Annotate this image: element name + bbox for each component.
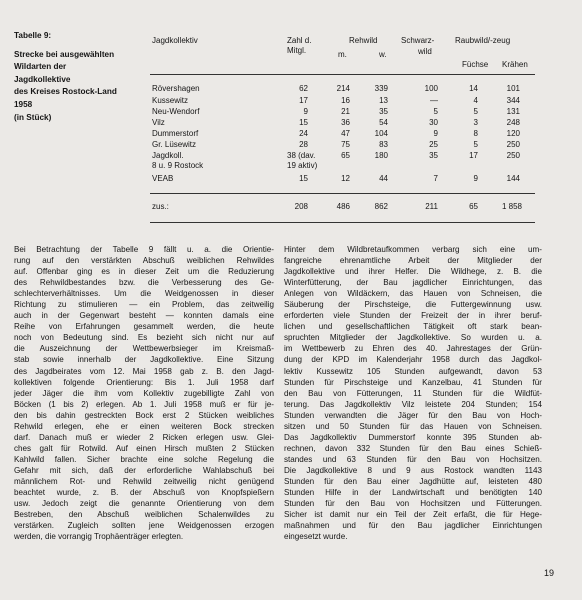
text-line: im Wettbewerb zu Ehren des 40. Jahrestages der Grün- (284, 344, 542, 354)
text-line: Böcken (1 bis 2) erlegen. Ab 1. Juli 1958 muß er für je- (14, 399, 274, 409)
row-mitgl: 9 (303, 107, 308, 116)
row-fuechse: 3 (473, 118, 478, 127)
text-line: Anlegen von Wildäckern, das Hauen von Schneisen, die (284, 289, 542, 299)
row-kraehen: 101 (506, 84, 520, 93)
row-w: 44 (379, 174, 388, 183)
text-line: Stunden für Pirschsteige und Kanzelbau, 41 Stunden für (284, 377, 542, 387)
text-line: werden, die vorrangig Trophäenträger erlegten. (14, 532, 184, 542)
page-number: 19 (544, 568, 555, 578)
text-line: ches galt für Rotwild. Auf einen Hirsch mußten 2 Stücken (14, 443, 274, 453)
text-line: Hinter dem Wildbretaufkommen verbarg sich eine um- (284, 245, 542, 254)
row-schwarz: 100 (424, 84, 438, 93)
row-mitgl-cont: 19 aktiv) (287, 161, 318, 170)
total-schwarz: 211 (425, 202, 438, 211)
text-line: Stunden Hilfe in der Landwirtschaft und benötigten 140 (284, 488, 542, 498)
text-line: spruchten Mitglieder der Jagdkollektive. So wurden u. a. (284, 333, 542, 343)
total-fuechse: 65 (469, 202, 478, 211)
row-w: 180 (374, 151, 388, 160)
text-line: jeder Jäger die ihm vom Kollektiv zugebilligte Zahl von (14, 388, 274, 398)
row-kraehen: 248 (506, 118, 520, 127)
text-line: maßnahmen und für den Bau jagdlicher Einrichtungen (284, 521, 542, 531)
data-table (0, 0, 582, 230)
row-kraehen: 250 (506, 151, 520, 160)
text-line: Stunden für den Bau von Hochsitzen und Fütterungen. (284, 499, 542, 509)
text-line: Reihe von Erfahrungen gesammelt werden, die heute (14, 322, 274, 332)
text-line: Säuberung der Pirschsteige, die Futtergewinnung usw. (284, 300, 542, 310)
text-line: auch in der Gegenwart besteht — konnten damals eine (14, 311, 274, 321)
row-mitgl: 62 (299, 84, 308, 93)
row-mitgl: 38 (dav. (287, 151, 316, 160)
header-kollektiv: Jagdkollektiv (152, 36, 198, 45)
left-text-column (14, 244, 274, 542)
total-mitgl: 208 (294, 202, 308, 211)
total-label: zus.: (152, 202, 169, 211)
table-rule (150, 222, 535, 223)
row-kraehen: 344 (506, 96, 520, 105)
total-w: 862 (374, 202, 388, 211)
header-mitgl: Mitgl. (287, 46, 307, 55)
text-line: erforderten viele Stunden der Freizeit der in ihrer beruf- (284, 311, 542, 321)
row-mitgl: 17 (299, 96, 308, 105)
row-w: 104 (374, 129, 388, 138)
row-mitgl: 24 (299, 129, 308, 138)
total-kraehen: 1 858 (501, 202, 522, 211)
text-line: Gefahr mit sich, daß der erforderliche Wahlabschuß bei (14, 465, 274, 475)
text-line: usw. Jedoch zeigt die genannte Orientierung von dem (14, 499, 274, 509)
row-name: Dummerstorf (152, 129, 199, 138)
row-w: 339 (374, 84, 388, 93)
text-line: beachtet wurde, z. B. der Abschuß von Knopfspießern (14, 488, 274, 498)
row-fuechse: 4 (473, 96, 478, 105)
text-line: dung der KPD im Kalenderjahr 1958 durch das Jagdkol- (284, 355, 542, 365)
text-line: noch von Bedeutung sind. Es bezieht sich nicht nur auf (14, 333, 274, 343)
caption-line: (in Stück) (14, 112, 52, 122)
row-m: 36 (341, 118, 350, 127)
row-m: 75 (341, 140, 350, 149)
row-m: 16 (341, 96, 350, 105)
text-line: rung auf den verstärkten Abschuß weiblichen Rehwildes (14, 256, 274, 266)
text-line: schlechterverhältnisses. Um die Weidgenossen in dieser (14, 289, 274, 299)
row-fuechse: 8 (473, 129, 478, 138)
header-schwarzwild: Schwarz- (401, 36, 435, 45)
text-line: Kahlwild fallen. Sicher brachte eine solche Regelung die (14, 454, 274, 464)
row-m: 21 (341, 107, 350, 116)
text-line: darf. Danach muß er wieder 2 Ricken erlegen usw. Glei- (14, 432, 274, 442)
row-fuechse: 5 (473, 107, 478, 116)
header-rehwild: Rehwild (349, 36, 378, 45)
row-schwarz: 35 (429, 151, 438, 160)
header-zahl: Zahl d. (287, 36, 312, 45)
text-line: lichen und gesellschaftlichen Tätigkeit oft stark bean- (284, 322, 542, 332)
text-line: Richtung zu stimulieren — ein Problem, das zeitweilig (14, 300, 274, 310)
text-line: Winterfütterung, der Bau jagdlicher Einrichtungen, das (284, 278, 542, 288)
text-line: rechnen, davon 332 Stunden für den Bau eines Schieß- (284, 443, 542, 453)
row-name: VEAB (152, 174, 174, 183)
row-fuechse: 5 (473, 140, 478, 149)
header-wild: wild (418, 47, 432, 56)
text-line: des Jagdbeirates vom 12. Mai 1958 gab z. B. den Jagd- (14, 366, 274, 376)
row-w: 54 (379, 118, 388, 127)
text-line: den Bau von Fütterungen, 11 Stunden für die Wildfüt- (284, 388, 542, 398)
caption-title: Tabelle 9: (14, 31, 52, 40)
total-m: 486 (336, 202, 350, 211)
text-line: stab sowie innerhalb der Jagdkollektive. Eine Sitzung (14, 355, 274, 365)
table-rule (150, 193, 535, 194)
row-schwarz: 25 (429, 140, 438, 149)
row-w: 83 (379, 140, 388, 149)
text-line: kollektiven folgende Orientierung: Bis 1. Juli 1958 darf (14, 377, 274, 387)
text-line: die Auszeichnung der Wettbewerbsieger im Kreismaß- (14, 344, 274, 354)
row-kraehen: 250 (506, 140, 520, 149)
row-m: 214 (336, 84, 350, 93)
row-m: 65 (341, 151, 350, 160)
header-kraehen: Krähen (502, 60, 528, 69)
text-line: Das Jagdkollektiv Dummerstorf konnte 395 Stunden ab- (284, 432, 542, 442)
row-mitgl: 15 (299, 118, 308, 127)
text-line: Stunden für den Bau einer Jagdhütte auf, leisteten 480 (284, 476, 542, 486)
row-schwarz: 7 (433, 174, 438, 183)
row-kraehen: 131 (506, 107, 520, 116)
row-name: Kussewitz (152, 96, 189, 105)
caption-line: Strecke bei ausgewählten (14, 49, 115, 59)
row-name: Vilz (152, 118, 165, 127)
row-name: Neu-Wendorf (152, 107, 200, 116)
text-line: den bis dahin gestreckten Bock erst 2 Stücken weibliches (14, 410, 274, 420)
header-m: m. (338, 50, 347, 59)
text-line: verstärken. Zugleich sollten jene Weidgenossen erzogen (14, 521, 274, 531)
text-line: Stunden verwandten die Jäger für den Bau von Hoch- (284, 410, 542, 420)
row-fuechse: 17 (469, 151, 478, 160)
row-fuechse: 9 (473, 174, 478, 183)
row-w: 35 (379, 107, 388, 116)
caption-line: des Kreises Rostock-Land 1958 (14, 87, 117, 109)
text-line: Die Jagdkollektive 8 und 9 aus Rostock wandten 1143 (284, 465, 542, 475)
text-line: terung. Das Jagdkollektiv Vilz leistete 204 Stunden; 154 (284, 399, 542, 409)
header-fuechse: Füchse (462, 60, 489, 69)
header-w: w. (379, 50, 387, 59)
header-raubwild: Raubwild/-zeug (455, 36, 511, 45)
text-line: Bei Betrachtung der Tabelle 9 fällt u. a. die Orientie- (14, 245, 274, 254)
text-line: des Rehwildbestandes bzw. die Verbesserung des Ge- (14, 278, 274, 288)
text-line: lektiv Kussewitz 105 Stunden aufgewandt, davon 53 (284, 366, 542, 376)
text-line: Rehwild erlegen, ehe er einen weiteren Bock strecken (14, 421, 274, 431)
row-fuechse: 14 (469, 84, 478, 93)
row-schwarz: 30 (429, 118, 438, 127)
text-line: standes und 63 Stunden für den Bau von Hochsitzen. (284, 454, 542, 464)
row-m: 12 (341, 174, 350, 183)
row-schwarz: 9 (433, 129, 438, 138)
right-text-column (284, 244, 542, 542)
row-mitgl: 15 (299, 174, 308, 183)
text-line: männlichem Rot- und Rehwild zeitweilig nicht genügend (14, 476, 274, 486)
text-line: eingesetzt wurde. (284, 532, 348, 542)
row-w: 13 (379, 96, 388, 105)
text-line: auf. Offenbar ging es in dieser Zeit um die Reduzierung (14, 267, 274, 277)
row-m: 47 (341, 129, 350, 138)
text-line: Sicher ist damit nur ein Teil der Zeit erfaßt, die für Hege- (284, 510, 542, 520)
row-kraehen: 120 (506, 129, 520, 138)
row-name: Gr. Lüsewitz (152, 140, 197, 149)
text-line: Jagdkollektive und ihrer Helfer. Die Wildhege, z. B. die (284, 267, 542, 277)
text-line: Bestreben, den Abschuß weiblichen Schalenwildes zu (14, 510, 274, 520)
text-line: fangreiche ehrenamtliche Arbeit der Mitglieder der (284, 256, 542, 266)
row-kraehen: 144 (506, 174, 520, 183)
row-name: Jagdkoll. (152, 151, 184, 160)
caption-line: Wildarten der Jagdkollektive (14, 62, 71, 84)
row-mitgl: 28 (299, 140, 308, 149)
row-name-cont: 8 u. 9 Rostock (152, 161, 204, 170)
table-rule (150, 74, 535, 75)
text-line: sitzen und 50 Stunden für das Hauen von Schneisen. (284, 421, 542, 431)
row-schwarz: — (430, 96, 438, 105)
row-schwarz: 5 (433, 107, 438, 116)
row-name: Rövershagen (152, 84, 200, 93)
